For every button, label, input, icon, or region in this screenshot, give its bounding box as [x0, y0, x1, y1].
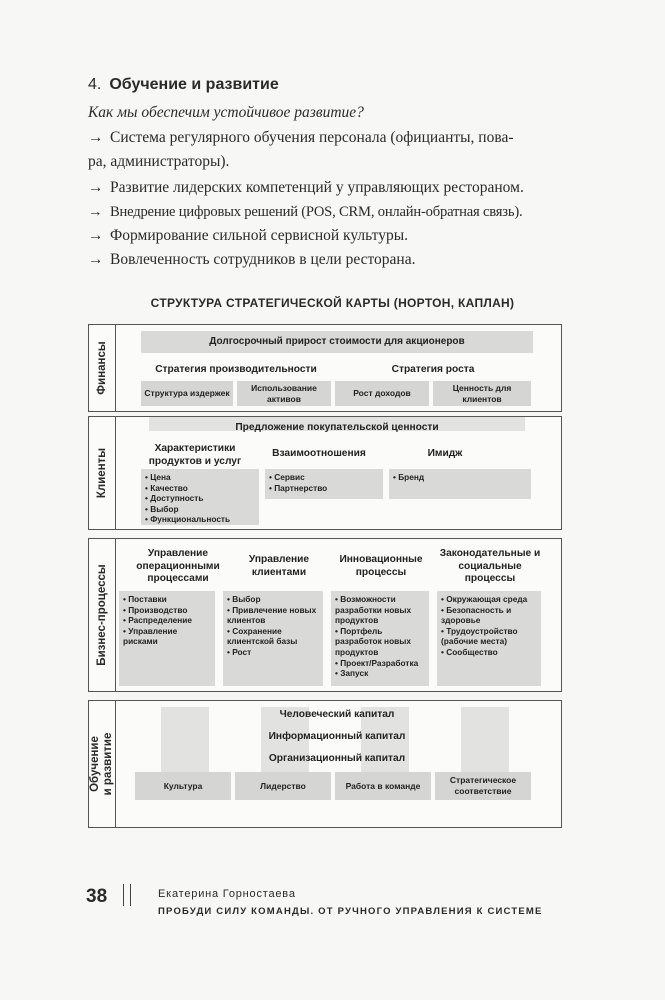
list-item: • Привлечение новых клиентов	[227, 605, 321, 626]
business-label-cell	[89, 539, 116, 691]
list-item: • Окружающая среда	[441, 594, 539, 605]
finance-box: Структура издержек	[141, 381, 233, 406]
business-block	[88, 538, 562, 692]
list-item: • Функциональность	[145, 514, 230, 525]
list-item: • Сервис	[269, 472, 327, 483]
footer-author: Екатерина Горностаева	[158, 888, 296, 900]
clients-header-2: Взаимоотношения	[272, 448, 366, 459]
finance-block	[88, 324, 562, 412]
list-item: • Качество	[145, 483, 230, 494]
clients-header-3: Имидж	[427, 448, 463, 459]
business-list-2	[227, 594, 321, 658]
finance-label-cell	[89, 325, 116, 411]
finance-box: Ценность для клиентов	[433, 381, 531, 406]
learning-label-cell	[89, 701, 116, 827]
arrow-icon: →	[88, 204, 103, 220]
business-header-2: Управление клиентами	[248, 554, 310, 578]
bullet-text: Внедрение цифровых решений (POS, CRM, онлайн-обратная связь).	[110, 204, 523, 220]
finance-label: Финансы	[96, 341, 108, 395]
list-item: • Проект/Разработка	[335, 658, 427, 669]
list-item: • Сохранение клиентской базы	[227, 626, 321, 647]
arrow-icon: →	[88, 251, 104, 268]
business-list-4	[441, 594, 539, 658]
footer-book-title: ПРОБУДИ СИЛУ КОМАНДЫ. ОТ РУЧНОГО УПРАВЛЕНИЯ К СИСТЕМЕ	[158, 906, 543, 917]
finance-box: Рост доходов	[335, 381, 429, 406]
bullet-item	[88, 248, 583, 272]
list-item: • Бренд	[393, 472, 424, 483]
learning-label-line2: и развитие	[102, 732, 114, 796]
bullet-text: Развитие лидерских компетенций у управляющих рестораном.	[110, 179, 524, 196]
learning-box: Лидерство	[235, 772, 331, 800]
arrow-icon: →	[88, 179, 104, 196]
business-header-4: Законодательные и социальные процессы	[439, 548, 541, 584]
learning-box: Культура	[135, 772, 231, 800]
clients-label: Клиенты	[96, 447, 108, 499]
footer-divider	[123, 884, 131, 906]
business-label: Бизнес-процессы	[96, 564, 108, 666]
clients-list-2	[269, 472, 327, 493]
value-proposition: Предложение покупательской ценности	[235, 422, 439, 433]
list-item: • Портфель разработок новых продуктов	[335, 626, 427, 658]
clients-list-3	[393, 472, 424, 483]
bullet-item	[88, 126, 583, 174]
list-item: • Запуск	[335, 668, 427, 679]
list-item: • Распределение	[123, 615, 213, 626]
strategy-growth: Стратегия роста	[391, 364, 475, 375]
information-capital: Информационный капитал	[268, 731, 406, 742]
organizational-capital: Организационный капитал	[268, 753, 406, 764]
list-item: • Цена	[145, 472, 230, 483]
arrow-icon: →	[88, 227, 104, 244]
business-list-1	[123, 594, 213, 647]
bullet-item	[88, 224, 583, 248]
section-number: 4.	[88, 76, 102, 93]
learning-label-line1: Обучение	[89, 736, 101, 792]
list-item: • Трудоустройство (рабочие места)	[441, 626, 539, 647]
business-header-1: Управление операционными процессами	[136, 548, 220, 584]
list-item: • Сообщество	[441, 647, 539, 658]
list-item: • Поставки	[123, 594, 213, 605]
clients-block	[88, 416, 562, 530]
human-capital: Человеческий капитал	[279, 709, 395, 720]
list-item: • Безопасность и здоровье	[441, 605, 539, 626]
diagram-title: СТРУКТУРА СТРАТЕГИЧЕСКОЙ КАРТЫ (НОРТОН, КАПЛАН)	[150, 296, 515, 310]
learning-block	[88, 700, 562, 828]
clients-label-cell	[89, 417, 116, 529]
list-item: • Производство	[123, 605, 213, 616]
list-item: • Партнерство	[269, 483, 327, 494]
finance-box: Использование активов	[237, 381, 331, 406]
learning-box: Стратегическое соответствие	[435, 772, 531, 800]
section-title: Обучение и развитие	[109, 76, 279, 93]
list-item: • Управление рисками	[123, 626, 213, 647]
bullet-text-cont: ра, администраторы).	[88, 153, 230, 170]
business-list-3	[335, 594, 427, 679]
bullet-text: Вовлеченность сотрудников в цели ресторана.	[110, 251, 416, 268]
business-header-3: Инновационные процессы	[339, 554, 423, 578]
section-question: Как мы обеспечим устойчивое развитие?	[88, 104, 364, 121]
list-item: • Доступность	[145, 493, 230, 504]
arrow-icon: →	[88, 129, 104, 146]
strategy-productivity: Стратегия производительности	[155, 364, 317, 375]
list-item: • Возможности разработки новых продуктов	[335, 594, 427, 626]
bullet-item	[88, 200, 583, 224]
list-item: • Выбор	[227, 594, 321, 605]
finance-top-text: Долгосрочный прирост стоимости для акционеров	[209, 336, 465, 347]
bullet-text: Формирование сильной сервисной культуры.	[110, 227, 409, 244]
section-heading	[88, 76, 279, 94]
learning-label	[89, 733, 115, 796]
learning-box: Работа в команде	[335, 772, 431, 800]
clients-list-1	[145, 472, 230, 525]
bullet-item	[88, 176, 583, 200]
list-item: • Рост	[227, 647, 321, 658]
list-item: • Выбор	[145, 504, 230, 515]
clients-header-1: Характеристики продуктов и услуг	[148, 443, 242, 467]
bullet-text: Система регулярного обучения персонала (официанты, пова-	[110, 129, 514, 146]
page-number: 38	[86, 886, 108, 907]
